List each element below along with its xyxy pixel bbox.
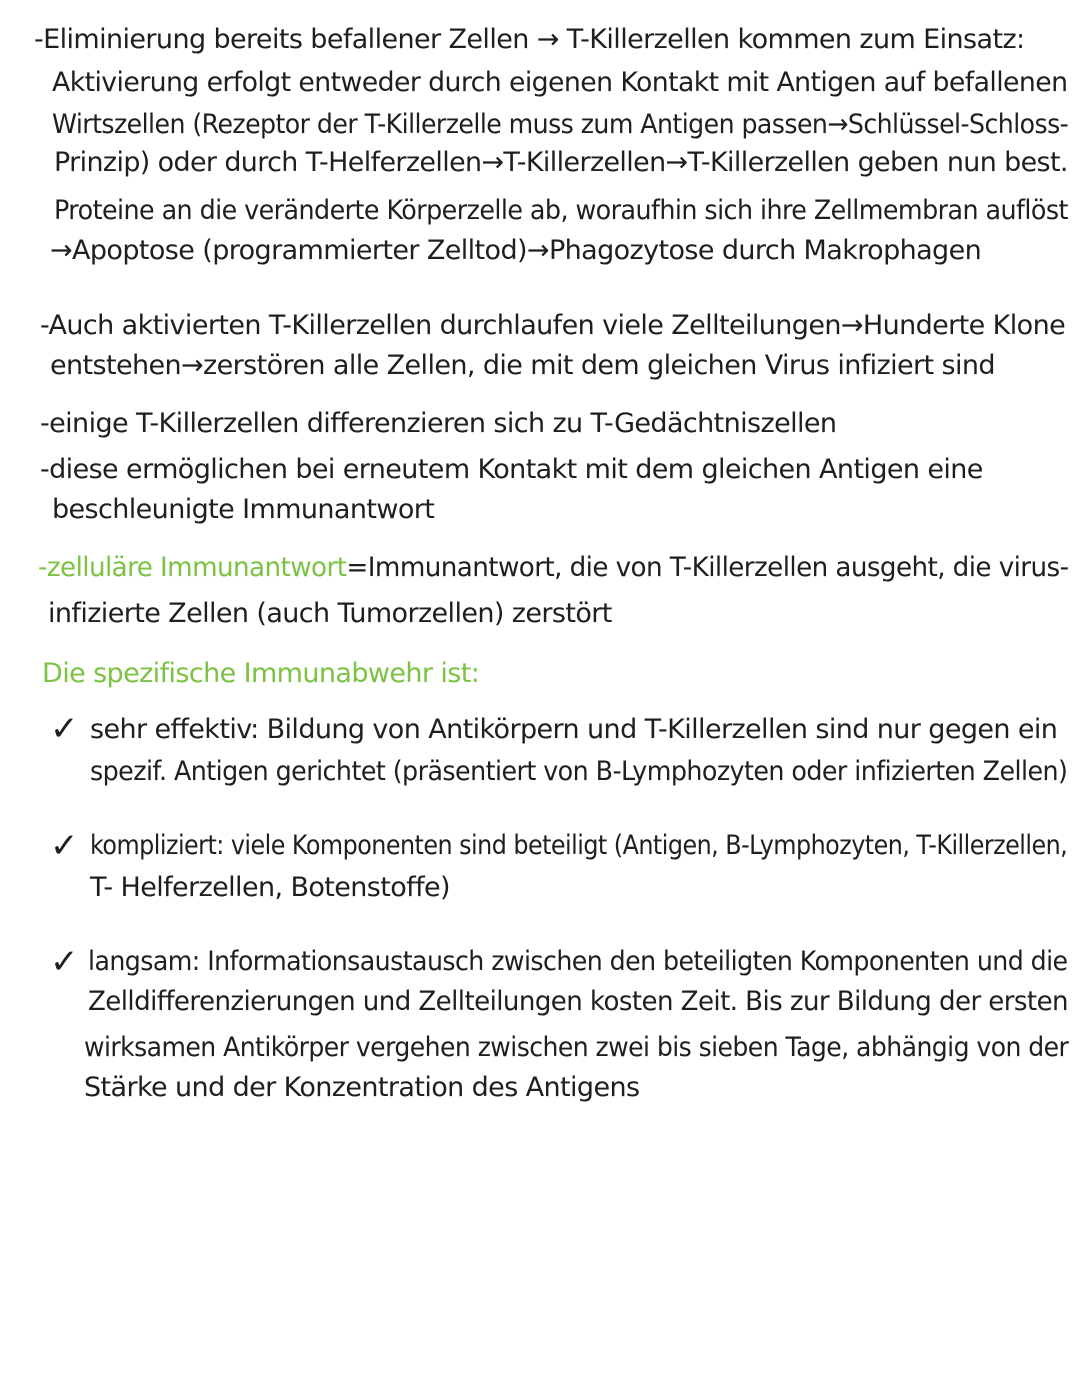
defined-term: -zelluläre Immunantwort [38, 552, 347, 583]
text-line: -diese ermöglichen bei erneutem Kontakt mit dem gleichen Antigen eine [40, 454, 983, 485]
text-line: entstehen→zerstören alle Zellen, die mit dem gleichen Virus infiziert sind [50, 350, 995, 381]
text-line: Wirtszellen (Rezeptor der T-Killerzelle muss zum Antigen passen→Schlüssel-Schloss- [52, 109, 1069, 140]
list-item-line: Stärke und der Konzentration des Antigens [84, 1072, 640, 1103]
list-item-line: spezif. Antigen gerichtet (präsentiert von B-Lymphozyten oder infizierten Zellen) [90, 756, 1068, 787]
list-item-line: kompliziert: viele Komponenten sind beteiligt (Antigen, B-Lymphozyten, T-Killerzellen, [90, 830, 1068, 861]
definition-line [38, 548, 1068, 588]
list-item-line: langsam: Informationsaustausch zwischen den beteiligten Komponenten und die [88, 946, 1068, 977]
text-line: -Auch aktivierten T-Killerzellen durchlaufen viele Zellteilungen→Hunderte Klone [40, 310, 1066, 341]
list-item-line: wirksamen Antikörper vergehen zwischen zwei bis sieben Tage, abhängig von der [84, 1032, 1069, 1063]
list-item-line: Zelldifferenzierungen und Zellteilungen kosten Zeit. Bis zur Bildung der ersten [88, 986, 1068, 1017]
text-line: Prinzip) oder durch T-Helferzellen→T-Killerzellen→T-Killerzellen geben nun best. [54, 147, 1068, 178]
text-line: Proteine an die veränderte Körperzelle ab, woraufhin sich ihre Zellmembran auflöst [54, 195, 1068, 226]
list-item-line: sehr effektiv: Bildung von Antikörpern und T-Killerzellen sind nur gegen ein [90, 714, 1058, 745]
text-line: infizierte Zellen (auch Tumorzellen) zerstört [48, 598, 612, 629]
section-heading: Die spezifische Immunabwehr ist: [42, 658, 480, 689]
checkmark-icon: ✓ [50, 942, 79, 982]
text-line: -einige T-Killerzellen differenzieren sich zu T-Gedächtniszellen [40, 408, 837, 439]
checkmark-icon: ✓ [50, 826, 79, 866]
text-line: -Eliminierung bereits befallener Zellen → T-Killerzellen kommen zum Einsatz: [34, 24, 1025, 55]
text-line: →Apoptose (programmierter Zelltod)→Phagozytose durch Makrophagen [50, 235, 982, 266]
definition-text: =Immunantwort, die von T-Killerzellen ausgeht, die virus- [346, 552, 1069, 583]
checkmark-icon: ✓ [50, 709, 79, 749]
text-line: beschleunigte Immunantwort [52, 494, 435, 525]
list-item-line: T- Helferzellen, Botenstoffe) [90, 872, 450, 903]
text-line: Aktivierung erfolgt entweder durch eigenen Kontakt mit Antigen auf befallenen [52, 67, 1068, 98]
